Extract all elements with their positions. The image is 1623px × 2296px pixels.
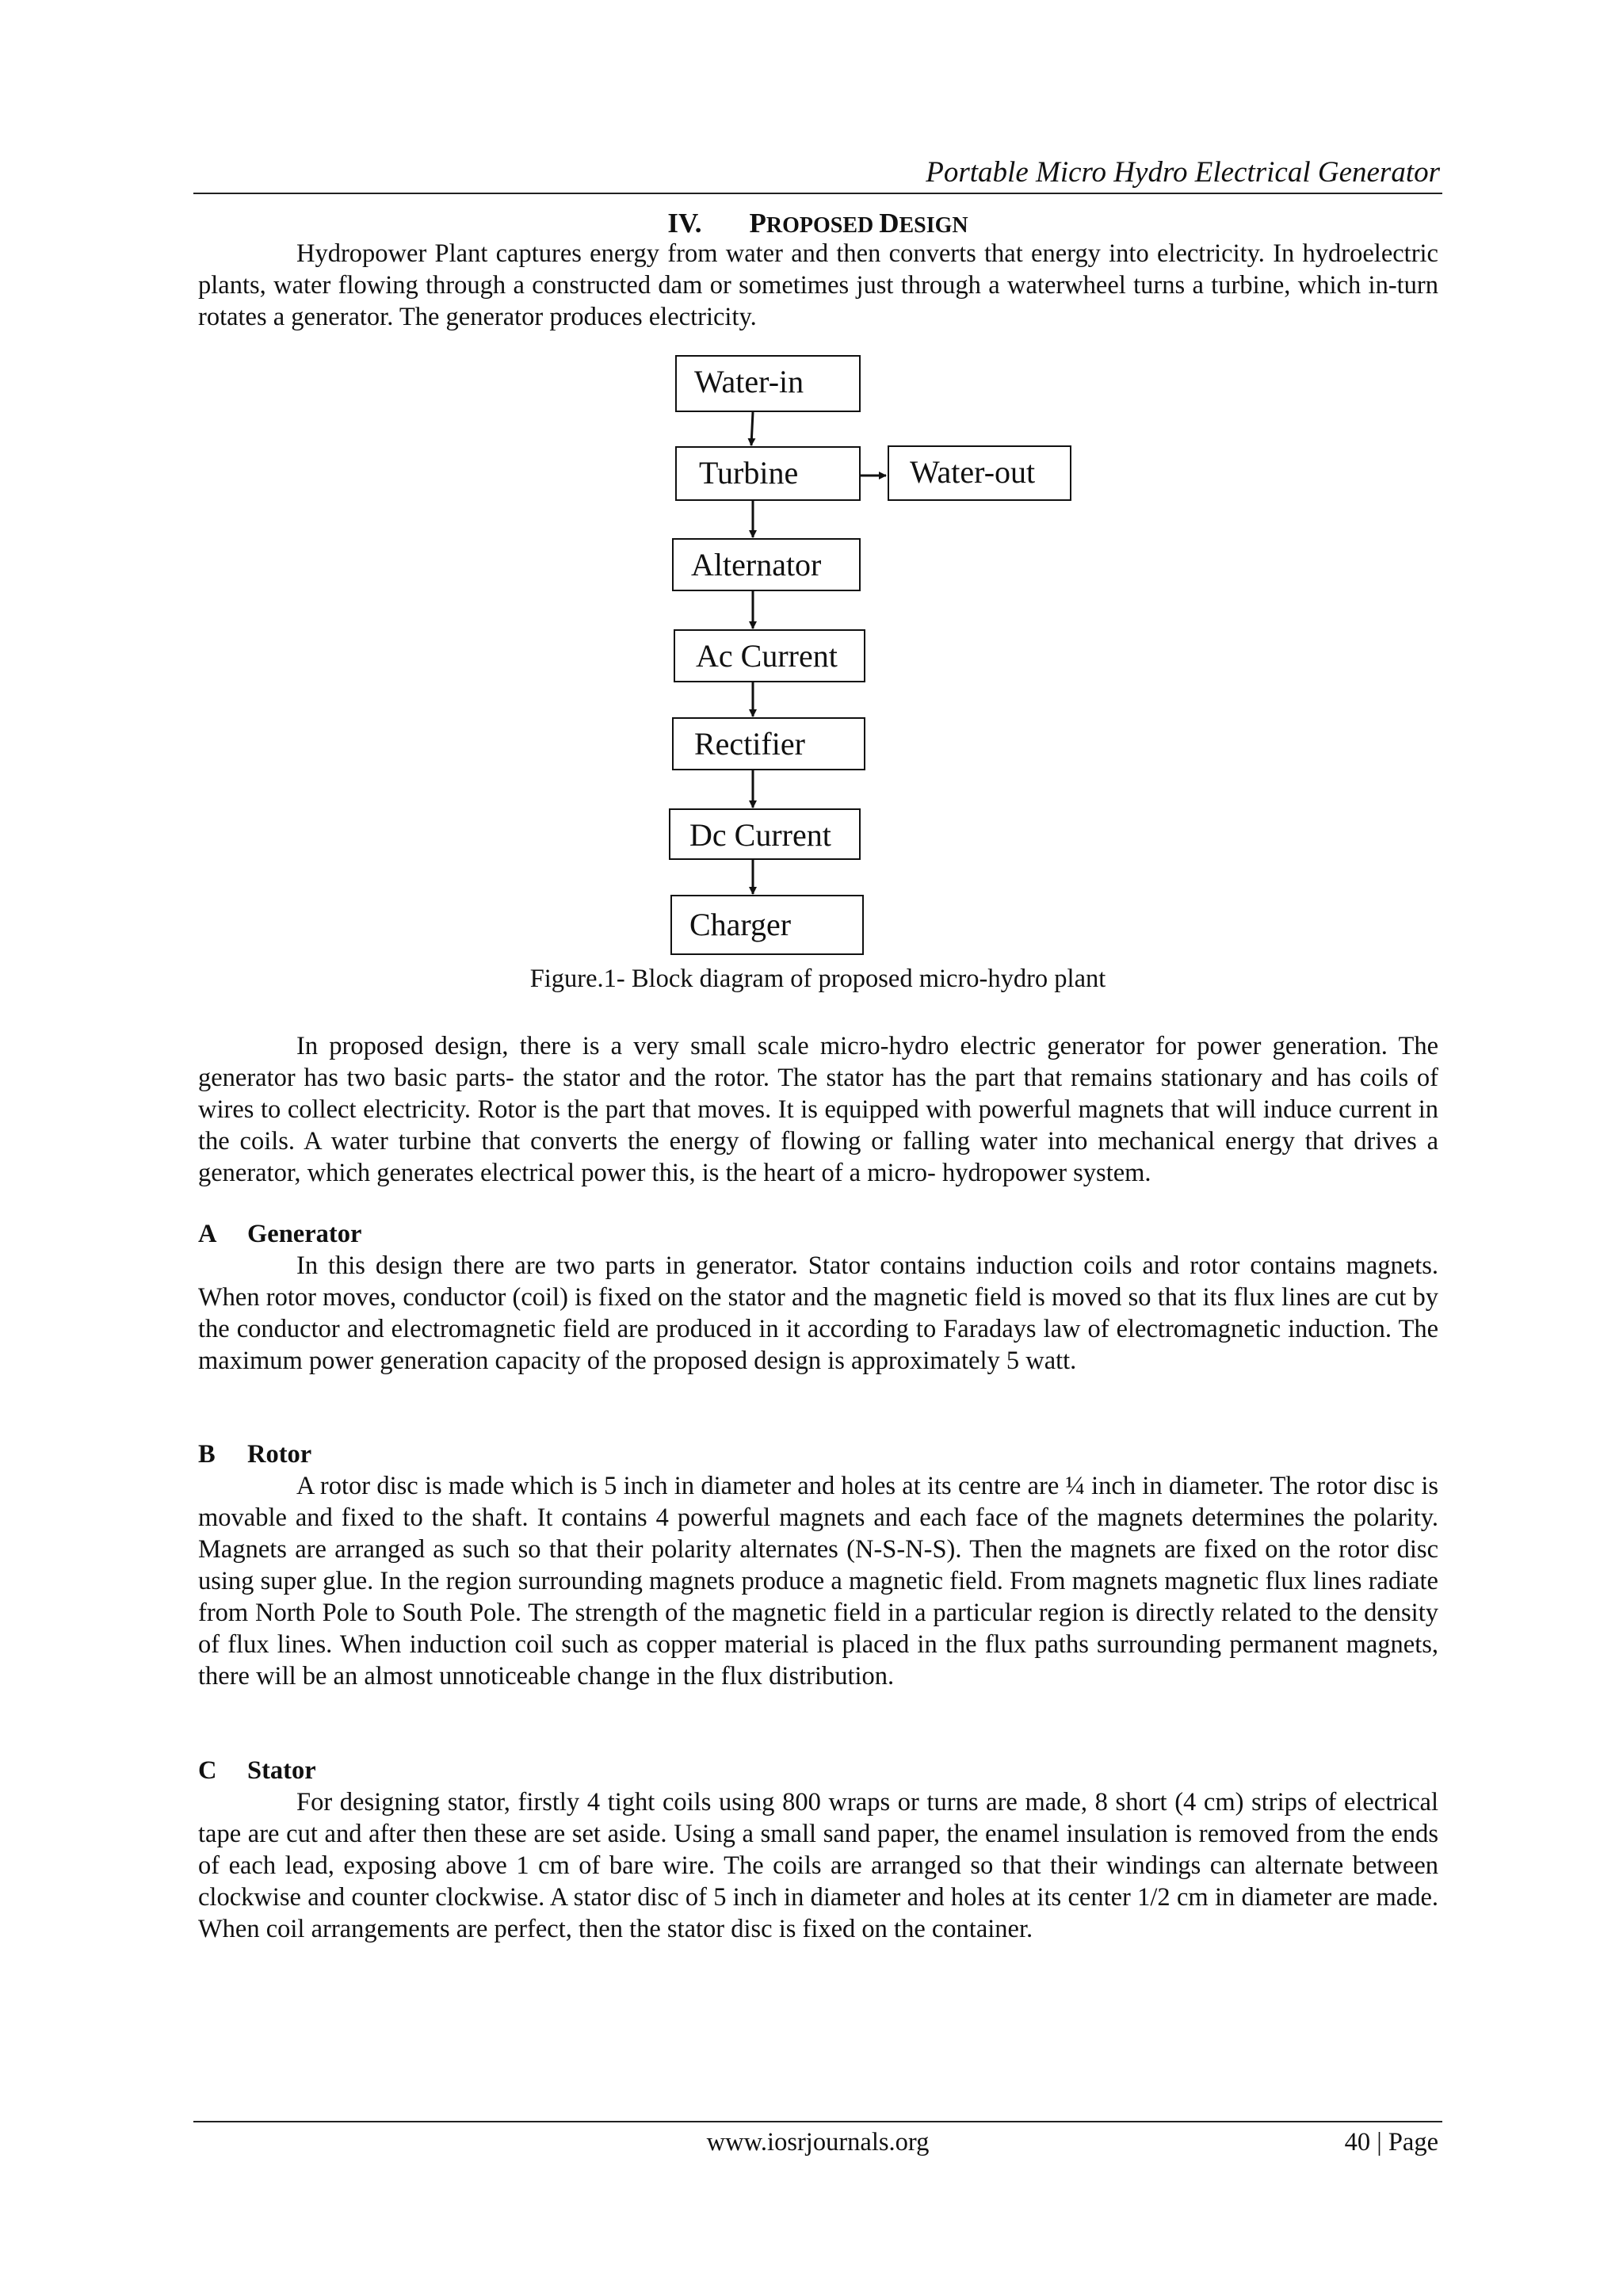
block-dc-current: Dc Current [669,808,861,860]
subsection-letter: C [198,1756,217,1785]
block-water-out: Water-out [888,445,1071,501]
subsection-title: Stator [247,1756,316,1785]
footer-journal-link[interactable]: www.iosrjournals.org [706,2128,930,2157]
rotor-paragraph-text: A rotor disc is made which is 5 inch in diameter and holes at its centre are ¼ inch in diameter. The rotor disc is movable and fixed to the shaft. It contains 4 powerful magnets and each face of the magnets determines the polarity. Magnets are arranged as such so that their polarity alternates (N-S-N-S). Then the magnets are fixed on the rotor disc using super glue. In the region surrounding magnets produce a magnetic field. From magnets magnetic flux lines radiate from North Pole to South Pole. The strength of the magnetic field in a particular region is directly related to the density of flux lines. When induction coil such as copper material is placed in the flux paths surrounding permanent magnets, there will be an almost unnoticeable change in the flux distribution. [198,1472,1438,1690]
running-header-title: Portable Micro Hydro Electrical Generator [926,156,1440,189]
footer-page-number: 40 | Page [1344,2128,1438,2157]
block-water-in: Water-in [675,355,861,412]
stator-paragraph [198,1786,1438,1945]
subsection-heading-rotor [198,1438,311,1470]
subsection-letter: B [198,1440,216,1469]
stator-paragraph-text: For designing stator, firstly 4 tight coils using 800 wraps or turns are made, 8 short (4 cm) strips of electrical tape are cut and after then these are set aside. Using a small sand paper, the enamel insulation is removed from the ends of each lead, exposing above 1 cm of bare wire. The coils are arranged so that their windings can alternate between clockwise and counter clockwise. A stator disc of 5 inch in diameter and holes at its center 1/2 cm in diameter are made. When coil arrangements are perfect, then the stator disc is fixed on the container. [198,1788,1438,1943]
section-title-rest-1: ROPOSED [766,213,880,238]
design-paragraph-text: In proposed design, there is a very small scale micro-hydro electric generator for power generation. The generator has two basic parts- the stator and the rotor. The stator has the part that remains stationary and has coils of wires to collect electricity. Rotor is the part that moves. It is equipped with powerful magnets that will induce current in the coils. A water turbine that converts the energy of flowing or falling water into mechanical energy that drives a generator, which generates electrical power this, is the heart of a micro- hydropower system. [198,1032,1438,1187]
section-title-initial-1: P [749,208,766,239]
intro-paragraph-text: Hydropower Plant captures energy from water and then converts that energy into electricity. In hydroelectric plants, water flowing through a constructed dam or sometimes just through a waterwheel turns a turbine, which in-turn rotates a generator. The generator produces electricity. [198,239,1438,331]
subsection-heading-generator [198,1218,361,1250]
generator-paragraph [198,1250,1438,1377]
block-ac-current: Ac Current [674,629,865,682]
figure-caption: Figure.1- Block diagram of proposed micro-hydro plant [529,965,1106,993]
subsection-letter: A [198,1220,217,1248]
subsection-title: Rotor [247,1440,312,1469]
generator-paragraph-text: In this design there are two parts in generator. Stator contains induction coils and rotor contains magnets. When rotor moves, conductor (coil) is fixed on the stator and the magnetic field is moved so that its flux lines are cut by the conductor and electromagnetic field are produced in it according to Faradays law of electromagnetic induction. The maximum power generation capacity of the proposed design is approximately 5 watt. [198,1251,1438,1375]
subsection-heading-stator [198,1755,316,1786]
section-title-initial-2: D [879,208,899,239]
intro-paragraph [198,238,1438,333]
section-title-rest-2: ESIGN [899,213,968,238]
block-alternator: Alternator [672,538,861,591]
footer-rule [193,2121,1442,2122]
header-rule [193,193,1442,194]
block-rectifier: Rectifier [672,717,865,770]
section-number: IV. [667,208,702,239]
rotor-paragraph [198,1470,1438,1692]
design-paragraph [198,1030,1438,1189]
arrow-waterin-turbine [751,412,753,445]
subsection-title: Generator [247,1220,362,1248]
block-turbine: Turbine [675,446,861,501]
block-charger: Charger [670,895,864,955]
